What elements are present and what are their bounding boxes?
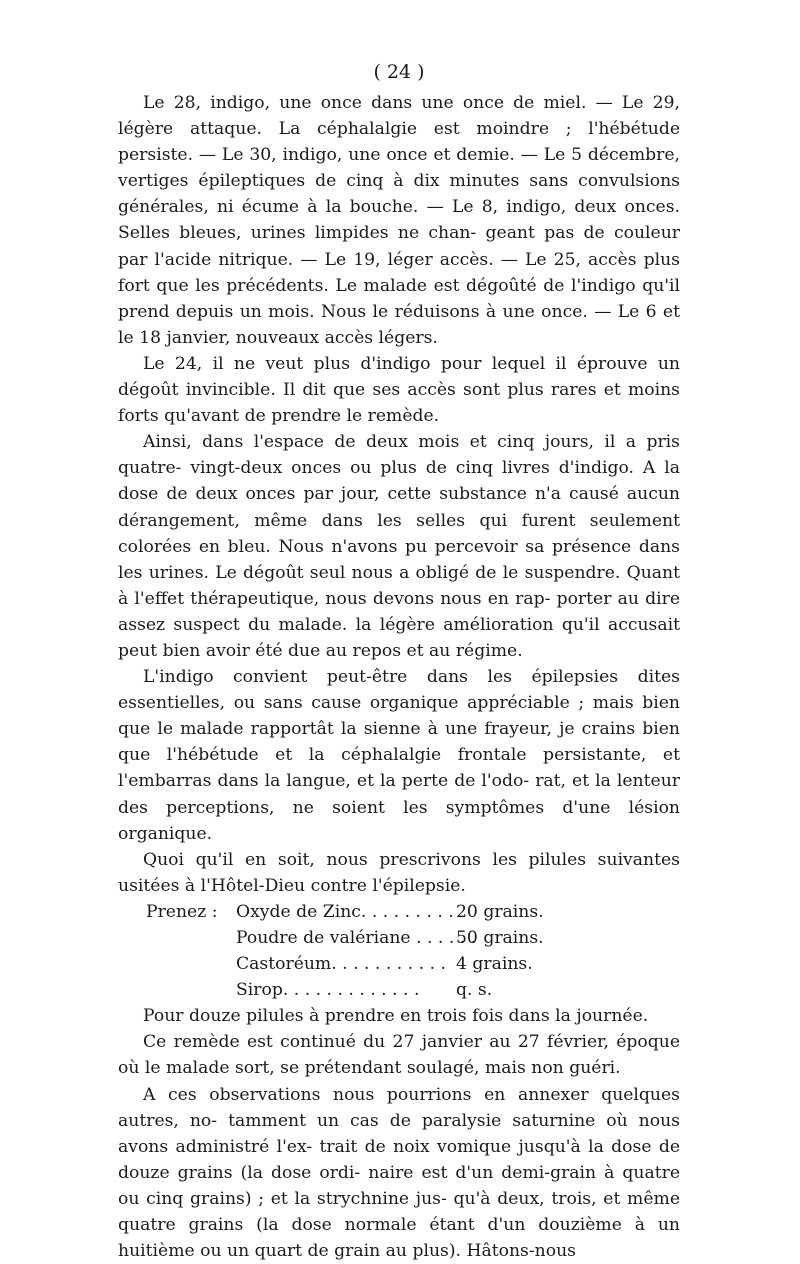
text-line: organique.: [118, 823, 213, 844]
text-line: onces par jour, cette substance n'a causé aucun dérangement, même: [118, 484, 680, 531]
text-line: le suspendre. Quant à l'effet thérapeutique, nous devons nous en rap-: [118, 562, 680, 609]
paragraph-8: [118, 1082, 680, 1264]
text-line: L'indigo convient peut-être dans les épilepsies dites essentielles, ou: [118, 667, 680, 714]
paragraph-6: [118, 1003, 680, 1029]
prescription-quantity: q. s.: [456, 980, 493, 1001]
text-line: tamment un cas de paralysie saturnine où nous avons administré l'ex-: [118, 1110, 680, 1157]
text-line: Ainsi, dans l'espace de deux mois et cinq jours, il a pris quatre-: [118, 432, 680, 479]
prescription-row: [118, 899, 680, 925]
page-number: ( 24 ): [373, 61, 425, 83]
paragraph-1: [118, 90, 680, 351]
paragraph-5: [118, 847, 680, 899]
text-line: frontale persistante, et l'embarras dans la langue, et la perte de l'odo-: [118, 745, 680, 792]
prescription-prefix: [118, 977, 236, 1003]
text-line: indigo, une once et demie. — Le 5 décembre, vertiges épileptiques: [118, 145, 680, 192]
text-line: invincible. Il dit que ses accès sont plus rares et moins forts qu'avant: [118, 380, 680, 427]
text-line: trait de noix vomique jusqu'à la dose de douze grains (la dose ordi-: [118, 1136, 680, 1183]
text-line: porter au dire assez suspect du malade. la légère amélioration qu'il: [118, 588, 680, 635]
text-line: l'Hôtel-Dieu contre l'épilepsie.: [200, 875, 466, 896]
paragraph-4: [118, 664, 680, 847]
text-line: Le 28, indigo, une once dans une once de miel. — Le 29, légère: [118, 93, 680, 140]
text-line: accusait peut bien avoir été due au repos et au régime.: [118, 614, 680, 661]
text-line: Ce remède est continué du 27 janvier au 27 février, époque où le: [118, 1032, 680, 1079]
text-line: sienne à une frayeur, je crains bien que l'hébétude et la céphalalgie: [118, 719, 680, 766]
text-line: vingt-deux onces ou plus de cinq livres d'indigo. A la dose de deux: [118, 458, 680, 505]
prescription-prefix: Prenez :: [146, 901, 218, 922]
text-line: — Le 8, indigo, deux onces. Selles bleues, urines limpides ne chan-: [118, 197, 680, 244]
text-line: de l'indigo qu'il prend depuis un mois. Nous le réduisons à une once.: [118, 275, 680, 322]
text-line: sans cause organique appréciable ; mais bien que le malade rapportât la: [118, 693, 680, 740]
text-line: de cinq à dix minutes sans convulsions générales, ni écume à la bouche.: [118, 171, 680, 218]
text-line: qu'à deux, trois, et même quatre grains (la dose normale étant d'un: [118, 1188, 680, 1236]
text-line: Pour douze pilules à prendre en trois fois dans la journée.: [143, 1006, 649, 1027]
prescription-ingredient: Castoréum. . . . . . . . . . .: [236, 954, 446, 975]
text-line: dans les selles qui furent seulement colorées en bleu. Nous n'avons pu: [118, 510, 680, 557]
paragraph-7: [118, 1029, 680, 1081]
text-line: percevoir sa présence dans les urines. Le dégoût seul nous a obligé de: [118, 536, 680, 583]
text-line: de prendre le remède.: [244, 406, 440, 427]
page: [118, 60, 680, 1264]
prescription-quantity: 50 grains.: [456, 928, 544, 948]
prescription-row: [118, 977, 680, 1003]
text-line: naire est d'un demi-grain à quatre ou cinq grains) ; et la strychnine jus-: [118, 1162, 681, 1209]
text-line: — Le 25, accès plus fort que les précédents. Le malade est dégoûté: [118, 249, 680, 296]
text-line: malade sort, se prétendant soulagé, mais non guéri.: [166, 1058, 621, 1079]
prescription-prefix: [118, 951, 236, 977]
text-line: geant pas de couleur par l'acide nitrique. — Le 19, léger accès.: [118, 223, 680, 270]
text-line: — Le 6 et le 18 janvier, nouveaux accès légers.: [118, 301, 680, 348]
prescription-quantity: 20 grains.: [456, 901, 544, 922]
text-line: Le 24, il ne veut plus d'indigo pour lequel il éprouve un dégoût: [118, 353, 680, 401]
prescription-row: [118, 951, 680, 977]
text-line: rat, et la lenteur des perceptions, ne soient les symptômes d'une lésion: [118, 771, 680, 818]
prescription-row: [118, 925, 680, 951]
text-line: attaque. La céphalalgie est moindre ; l'hébétude persiste. — Le 30,: [118, 119, 681, 166]
prescription-ingredient: Sirop. . . . . . . . . . . . .: [236, 980, 420, 1001]
paragraph-2: [118, 351, 680, 429]
prescription-list: [118, 899, 680, 1003]
text-line: douzième à un huitième ou un quart de grain au plus). Hâtons-nous: [118, 1215, 680, 1262]
prescription-ingredient: Oxyde de Zinc. . . . . . . . .: [236, 901, 454, 922]
text-line: A ces observations nous pourrions en annexer quelques autres, no-: [118, 1084, 680, 1131]
prescription-prefix: [118, 925, 236, 951]
text-line: Quoi qu'il en soit, nous prescrivons les pilules suivantes usitées à: [118, 849, 680, 896]
prescription-quantity: 4 grains.: [456, 954, 533, 975]
prescription-ingredient: Poudre de valériane . . . . . .: [236, 928, 477, 948]
paragraph-3: [118, 429, 680, 664]
